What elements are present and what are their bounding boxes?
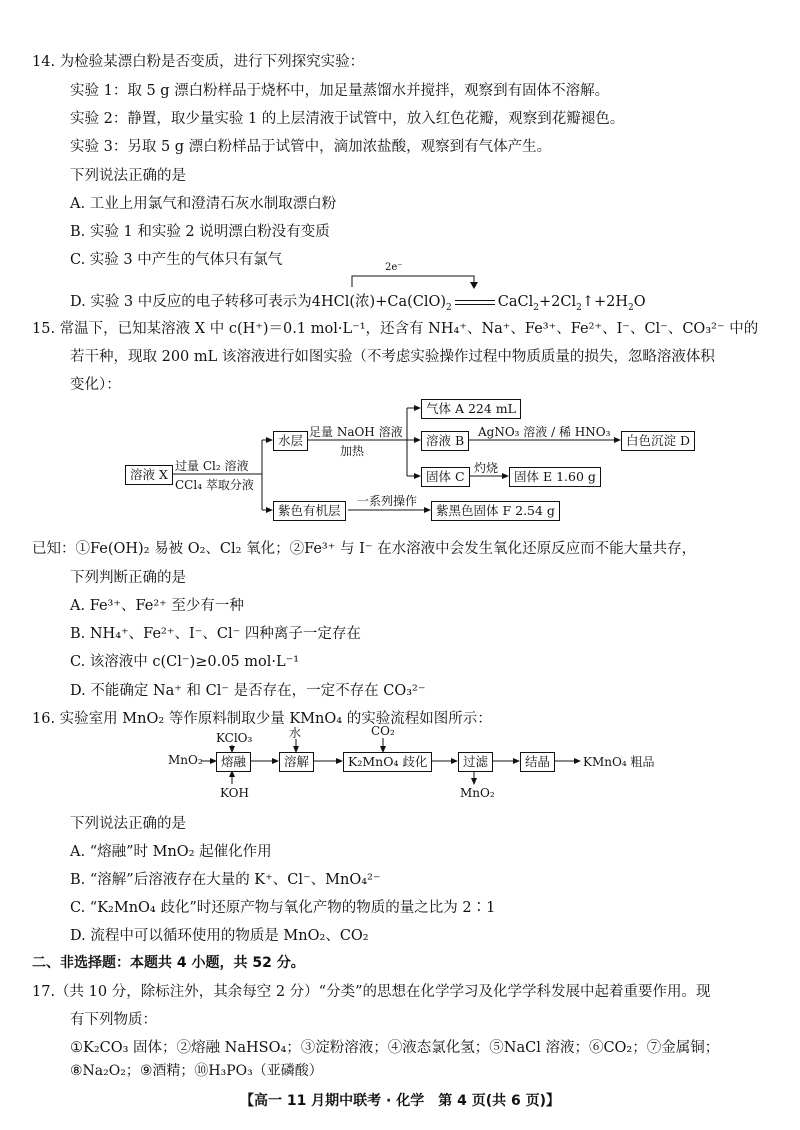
q14-exp1: 实验 1：取 5 g 漂白粉样品于烧杯中，加足量蒸馏水并搅拌，观察到有固体不溶解。 bbox=[70, 83, 610, 99]
q14-stem: 14. 为检验某漂白粉是否变质，进行下列探究实验： bbox=[32, 54, 365, 70]
q14-exp3: 实验 3：另取 5 g 漂白粉样品于试管中，滴加浓盐酸，观察到有气体产生。 bbox=[70, 139, 552, 155]
q15-heat-label: 加热 bbox=[340, 444, 365, 458]
q15-option-b: B. NH₄⁺、Fe²⁺、I⁻、Cl⁻ 四种离子一定存在 bbox=[70, 626, 361, 642]
section-2-heading: 二、非选择题：本题共 4 小题，共 52 分。 bbox=[32, 955, 305, 971]
q14-exp2: 实验 2：静置，取少量实验 1 的上层清液于试管中，放入红色花瓣，观察到花瓣褪色。 bbox=[70, 111, 625, 127]
q15-option-c: C. 该溶液中 c(Cl⁻)≥0.05 mol·L⁻¹ bbox=[70, 654, 300, 670]
q16-koh-label: KOH bbox=[220, 786, 249, 800]
q14-d-prefix: D. 实验 3 中反应的电子转移可表示为 bbox=[70, 294, 312, 310]
q16-option-d: D. 流程中可以循环使用的物质是 MnO₂、CO₂ bbox=[70, 928, 369, 944]
q15-step1-bottom-label: CCl₄ 萃取分液 bbox=[175, 478, 254, 492]
q16-crystal-box: 结晶 bbox=[520, 752, 555, 772]
q16-co2-label: CO₂ bbox=[371, 724, 395, 738]
q15-solution-x: 溶液 X bbox=[125, 465, 173, 485]
q15-solid-e: 固体 E 1.60 g bbox=[509, 467, 601, 487]
q15-precipitate-d: 白色沉淀 D bbox=[621, 431, 695, 451]
q16-product-label: KMnO₄ 粗品 bbox=[583, 755, 655, 769]
q14-option-a: A. 工业上用氯气和澄清石灰水制取漂白粉 bbox=[70, 196, 337, 212]
q17-line-2: 有下列物质： bbox=[70, 1012, 157, 1028]
q15-gas-a: 气体 A 224 mL bbox=[421, 399, 521, 419]
q15-solution-b: 溶液 B bbox=[421, 431, 469, 451]
q16-k2mno4-box: K₂MnO₄ 歧化 bbox=[343, 752, 432, 772]
q15-known: 已知：①Fe(OH)₂ 易被 O₂、Cl₂ 氧化；②Fe³⁺ 与 I⁻ 在水溶液中会发生氧化还原反应而不能大量共存， bbox=[32, 541, 697, 557]
q16-water-label: 水 bbox=[289, 726, 302, 740]
q15-burn-label: 灼烧 bbox=[474, 461, 499, 475]
page-footer: 【高一 11 月期中联考 · 化学 第 4 页(共 6 页)】 bbox=[239, 1093, 561, 1109]
q17-line-4: ⑧Na₂O₂；⑨酒精；⑩H₃PO₃（亚磷酸） bbox=[70, 1063, 323, 1079]
q14-option-b: B. 实验 1 和实验 2 说明漂白粉没有变质 bbox=[70, 224, 330, 240]
q15-solid-f: 紫黑色固体 F 2.54 g bbox=[431, 501, 560, 521]
q14-d-eq1: 4HCl(浓)+Ca(ClO) bbox=[311, 294, 447, 310]
q16-option-c: C. “K₂MnO₄ 歧化”时还原产物与氧化产物的物质的量之比为 2∶1 bbox=[70, 900, 496, 916]
q15-organic-layer: 紫色有机层 bbox=[273, 501, 346, 521]
q14-ask: 下列说法正确的是 bbox=[70, 168, 186, 184]
q15-ops-label: 一系列操作 bbox=[357, 494, 418, 508]
q14-d-eq3: +2Cl bbox=[538, 294, 577, 310]
q16-kclo3-label: KClO₃ bbox=[216, 731, 253, 745]
q15-stem-1: 15. 常温下，已知某溶液 X 中 c(H⁺)＝0.1 mol·L⁻¹，还含有 NH₄⁺、Na⁺、Fe³⁺、Fe²⁺、I⁻、Cl⁻、CO₃²⁻ 中的 bbox=[32, 321, 759, 337]
electron-count-label: 2e⁻ bbox=[385, 262, 403, 273]
q17-line-1: 17.（共 10 分，除标注外，其余每空 2 分）“分类”的思想在化学学习及化学学科发展中起着重要作用。现 bbox=[32, 984, 711, 1000]
q15-stem-2: 若干种，现取 200 mL 该溶液进行如图实验（不考虑实验操作过程中物质质量的损失，忽略溶液体积 bbox=[70, 349, 715, 365]
q15-solid-c: 固体 C bbox=[421, 467, 470, 487]
q16-melt-box: 熔融 bbox=[216, 752, 251, 772]
q16-ask: 下列说法正确的是 bbox=[70, 816, 186, 832]
q14-d-eq5: O bbox=[633, 294, 646, 310]
q16-filter-box: 过滤 bbox=[458, 752, 493, 772]
q16-mno2-input: MnO₂ bbox=[168, 753, 203, 767]
q15-stem-3: 变化）： bbox=[70, 377, 121, 393]
q15-option-d: D. 不能确定 Na⁺ 和 Cl⁻ 是否存在，一定不存在 CO₃²⁻ bbox=[70, 683, 426, 699]
q16-dissolve-box: 溶解 bbox=[279, 752, 314, 772]
q15-naoh-label: 足量 NaOH 溶液 bbox=[309, 425, 403, 439]
q15-ask: 下列判断正确的是 bbox=[70, 570, 186, 586]
q15-step1-top-label: 过量 Cl₂ 溶液 bbox=[175, 459, 249, 473]
q14-d-eq4: ↑+2H bbox=[581, 294, 628, 310]
q16-option-a: A. “熔融”时 MnO₂ 起催化作用 bbox=[70, 844, 272, 860]
q15-option-a: A. Fe³⁺、Fe²⁺ 至少有一种 bbox=[70, 598, 244, 614]
q14-d-eq2: CaCl bbox=[497, 294, 534, 310]
q16-stem: 16. 实验室用 MnO₂ 等作原料制取少量 KMnO₄ 的实验流程如图所示： bbox=[32, 711, 492, 727]
q15-water-layer: 水层 bbox=[273, 431, 308, 451]
q14-option-c: C. 实验 3 中产生的气体只有氯气 bbox=[70, 252, 283, 268]
q16-option-b: B. “溶解”后溶液存在大量的 K⁺、Cl⁻、MnO₄²⁻ bbox=[70, 872, 381, 888]
q16-mno2-output: MnO₂ bbox=[460, 786, 495, 800]
q17-line-3: ①K₂CO₃ 固体；②熔融 NaHSO₄；③淀粉溶液；④液态氯化氢；⑤NaCl 溶液；⑥CO₂；⑦金属铜； bbox=[70, 1040, 720, 1056]
q14-option-d: D. 实验 3 中反应的电子转移可表示为4HCl(浓)$+Ca(ClO)_2$ $CaCl_2+2Cl_2↑+2H_2O$ bbox=[70, 294, 646, 313]
q15-agno3-label: AgNO₃ 溶液 / 稀 HNO₃ bbox=[478, 425, 611, 439]
